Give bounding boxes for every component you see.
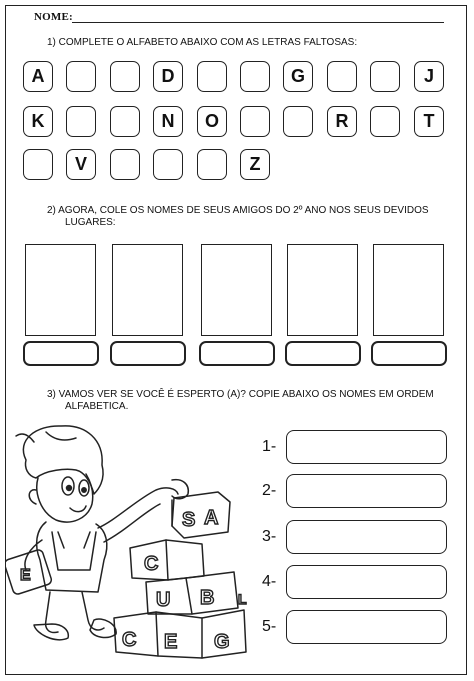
letter-box[interactable] — [197, 149, 227, 180]
block-letter: G — [214, 631, 230, 653]
letter-box[interactable] — [110, 61, 140, 92]
letter-box[interactable] — [370, 106, 400, 137]
block-letter: U — [156, 589, 171, 611]
friend-name-slot[interactable] — [371, 341, 447, 366]
friend-name-slot[interactable] — [23, 341, 99, 366]
order-number: 2- — [262, 482, 277, 499]
letter-box[interactable] — [370, 61, 400, 92]
friend-name-slot[interactable] — [285, 341, 361, 366]
friend-photo-card[interactable] — [25, 244, 96, 336]
block-letter: A — [204, 507, 219, 529]
letter-box[interactable] — [110, 149, 140, 180]
child-with-blocks-illustration — [6, 420, 276, 670]
letter-box[interactable]: O — [197, 106, 227, 137]
order-number: 5- — [262, 618, 277, 635]
letter-box[interactable]: N — [153, 106, 183, 137]
block-letter: S — [182, 509, 196, 531]
question-1-instruction: 1) COMPLETE O ALFABETO ABAIXO COM AS LETRAS FALTOSAS: — [47, 37, 358, 48]
block-letter: B — [200, 587, 215, 609]
block-letter: L — [238, 591, 247, 607]
letter-box[interactable] — [66, 106, 96, 137]
letter-box[interactable]: Z — [240, 149, 270, 180]
friend-photo-card[interactable] — [201, 244, 272, 336]
friend-name-slot[interactable] — [110, 341, 186, 366]
letter-box[interactable]: D — [153, 61, 183, 92]
letter-box[interactable] — [283, 106, 313, 137]
question-3-instruction-line2: ALFABETICA. — [65, 401, 129, 412]
friend-photo-card[interactable] — [373, 244, 444, 336]
letter-box[interactable]: G — [283, 61, 313, 92]
block-letter: C — [144, 553, 159, 575]
question-3-instruction-line1: 3) VAMOS VER SE VOCÊ É ESPERTO (A)? COPIE ABAIXO OS NOMES EM ORDEM — [47, 389, 434, 400]
order-answer-box[interactable] — [286, 565, 447, 599]
question-2-instruction-line2: LUGARES: — [65, 217, 116, 228]
friend-name-slot[interactable] — [199, 341, 275, 366]
letter-box[interactable] — [110, 106, 140, 137]
letter-box[interactable]: R — [327, 106, 357, 137]
block-letter: C — [122, 629, 137, 651]
order-number: 3- — [262, 528, 277, 545]
letter-box[interactable]: V — [66, 149, 96, 180]
letter-box[interactable]: T — [414, 106, 444, 137]
friend-photo-card[interactable] — [112, 244, 183, 336]
letter-box[interactable] — [23, 149, 53, 180]
name-line[interactable] — [72, 22, 444, 23]
order-answer-box[interactable] — [286, 474, 447, 508]
order-number: 4- — [262, 573, 277, 590]
block-letter: E — [164, 631, 178, 653]
question-2-instruction-line1: 2) AGORA, COLE OS NOMES DE SEUS AMIGOS DO 2º ANO NOS SEUS DEVIDOS — [47, 205, 429, 216]
order-answer-box[interactable] — [286, 520, 447, 554]
letter-box[interactable] — [153, 149, 183, 180]
letter-box[interactable]: K — [23, 106, 53, 137]
order-answer-box[interactable] — [286, 430, 447, 464]
letter-box[interactable] — [240, 61, 270, 92]
letter-box[interactable] — [327, 61, 357, 92]
letter-box[interactable] — [240, 106, 270, 137]
letter-box[interactable] — [197, 61, 227, 92]
name-label: NOME: — [34, 11, 73, 23]
friend-photo-card[interactable] — [287, 244, 358, 336]
letter-box[interactable] — [66, 61, 96, 92]
letter-box[interactable]: A — [23, 61, 53, 92]
letter-box[interactable]: J — [414, 61, 444, 92]
order-answer-box[interactable] — [286, 610, 447, 644]
block-letter: E — [20, 567, 31, 584]
order-number: 1- — [262, 438, 277, 455]
